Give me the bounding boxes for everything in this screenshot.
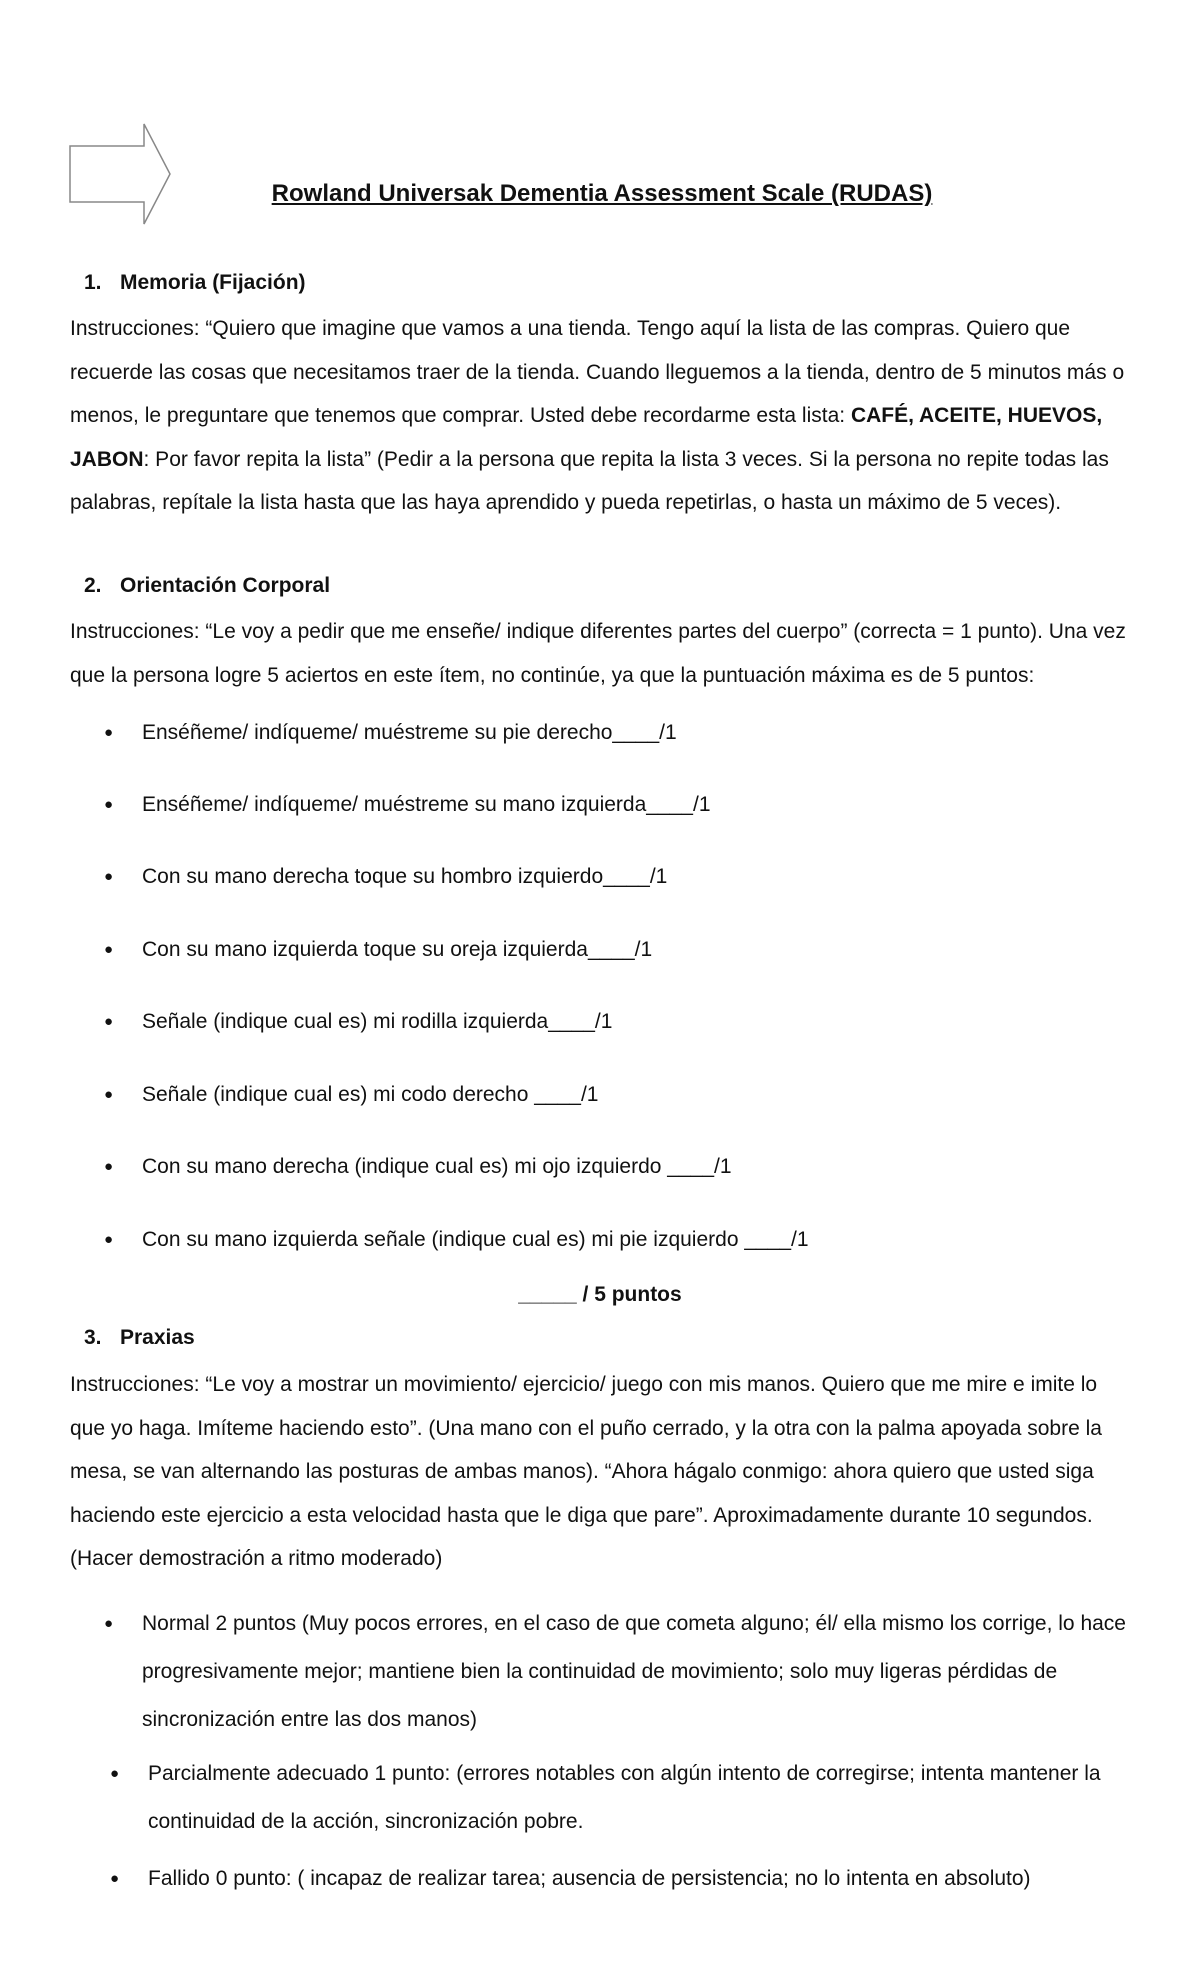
right-arrow-icon xyxy=(68,122,172,226)
section-1-instructions xyxy=(70,307,1132,525)
section-2-instructions: Instrucciones: “Le voy a pedir que me enseñe/ indique diferentes partes del cuerpo” (correcta = 1 punto). Una vez que la persona logre 5 aciertos en este ítem, no continúe, ya que la puntuación máxima es de 5 puntos: xyxy=(70,620,1126,687)
section-1-number: 1. xyxy=(84,271,102,294)
section-3-instructions: Instrucciones: “Le voy a mostrar un movimiento/ ejercicio/ juego con mis manos. Quiero que me mire e imite lo que yo haga. Imíteme haciendo esto”. (Una mano con el puño cerrado, y la otra con la palma apoyada sobre la mesa, se van alternando las posturas de ambas manos). “Ahora hágalo conmigo: ahora quiero que usted siga haciendo este ejercicio a esta velocidad hasta que le diga que pare”. Aproximadamente durante 10 segundos. (Hacer demostración a ritmo moderado) xyxy=(70,1373,1102,1570)
section-3-heading xyxy=(84,1326,195,1350)
section-1-title: Memoria (Fijación) xyxy=(120,271,306,294)
instructions-text-continued: : Por favor repita la lista” (Pedir a la persona que repita la lista 3 veces. Si la persona no repite todas las palabras, repítale la lista hasta que las haya aprendido y pueda repetirlas, o hasta un máximo de 5 veces). xyxy=(70,447,1109,514)
section-2-score: _____ / 5 puntos xyxy=(518,1283,682,1306)
section-2-number: 2. xyxy=(84,574,102,597)
shopping-list: CAFÉ, ACEITE, HUEVOS, JABON xyxy=(70,404,1103,471)
section-1-heading xyxy=(84,271,306,295)
document-title: Rowland Universak Dementia Assessment Scale (RUDAS) xyxy=(271,180,933,207)
document-page: Rowland Universak Dementia Assessment Scale (RUDAS) 1. Memoria (Fijación) Instrucciones: “Quiero que imagine que vamos a una tienda. Tengo aquí la lista de las compras. Quiero que recuerde las cosas que necesitamos traer de la tienda. Cuando lleguemos a la tienda, dentro de 5 minutos más o menos, le preguntare que tenemos que comprar. Usted debe recordarme esta lista: CAFÉ, ACEITE, HUEVOS, JABON: Por favor repita la lista” (Pedir a la persona que repita la lista 3 veces. Si la persona no repite todas las palabras, repítale la lista hasta que las haya aprendido y pueda repetirlas, o hasta un máximo de 5 veces). 2. Orientación Corporal Instrucciones: “Le voy a pedir que me enseñe/ indique diferentes partes del cuerpo” (correcta = 1 punto). Una vez que la persona logre 5 aciertos en este ítem, no continúe, ya que la puntuación máxima es de 5 puntos: ● Enséñeme/ indíqueme/ muéstreme su pie derecho____/1 ● Enséñeme/ indíqueme/ muéstreme su mano izquierda____/1 ● Con su mano derecha toque su hombro izquierdo____/1 ● Con su mano izquierda toque su oreja izquierda____/1 ● Señale (indique cual es) mi rodilla izquierda____/1 ● Señale (indique cual es) mi codo derecho ____/1 ● Con su mano derecha (indique cual es) mi ojo izquierdo ____/1 ● Con su mano izquierda señale (indique cual es) mi pie izquierdo ____/1 _____ / 5 puntos 3. Praxias Instrucciones: “Le voy a mostrar un movimiento/ ejercicio/ juego con mis manos. Quiero que me mire e imite lo que yo haga. Imíteme haciendo esto”. (Una mano con el puño cerrado, y la otra con la palma apoyada sobre la mesa, se van alternando las posturas de ambas manos). “Ahora hágalo conmigo: ahora quiero que usted siga haciendo este ejercicio a esta velocidad hasta que le diga que pare”. Aproximadamente durante 10 segundos. (Hacer demostración a ritmo moderado) ● Normal 2 puntos (Muy pocos errores, en el caso de que cometa alguno; él/ ella mismo los corrige, lo hace progresivamente mejor; mantiene bien la continuidad de movimiento; solo muy ligeras pérdidas de sincronización entre las dos manos) ● Parcialmente adecuado 1 punto: (errores notables con algún intento de corregirse; intenta mantener la continuidad de la acción, sincronización pobre. ● Fallido 0 punto: ( incapaz de realizar tarea; ausencia de persistencia; no lo intenta en absoluto) xyxy=(0,0,1200,1976)
section-2-heading xyxy=(84,574,330,598)
section-3-number: 3. xyxy=(84,1326,102,1349)
section-3-title: Praxias xyxy=(120,1326,195,1349)
instructions-text: Instrucciones: “Quiero que imagine que vamos a una tienda. Tengo aquí la lista de las compras. Quiero que recuerde las cosas que necesitamos traer de la tienda. Cuando lleguemos a la tienda, dentro de 5 minutos más o menos, le preguntare que tenemos que comprar. Usted debe recordarme esta lista: xyxy=(70,317,1125,427)
section-2-title: Orientación Corporal xyxy=(120,574,331,597)
